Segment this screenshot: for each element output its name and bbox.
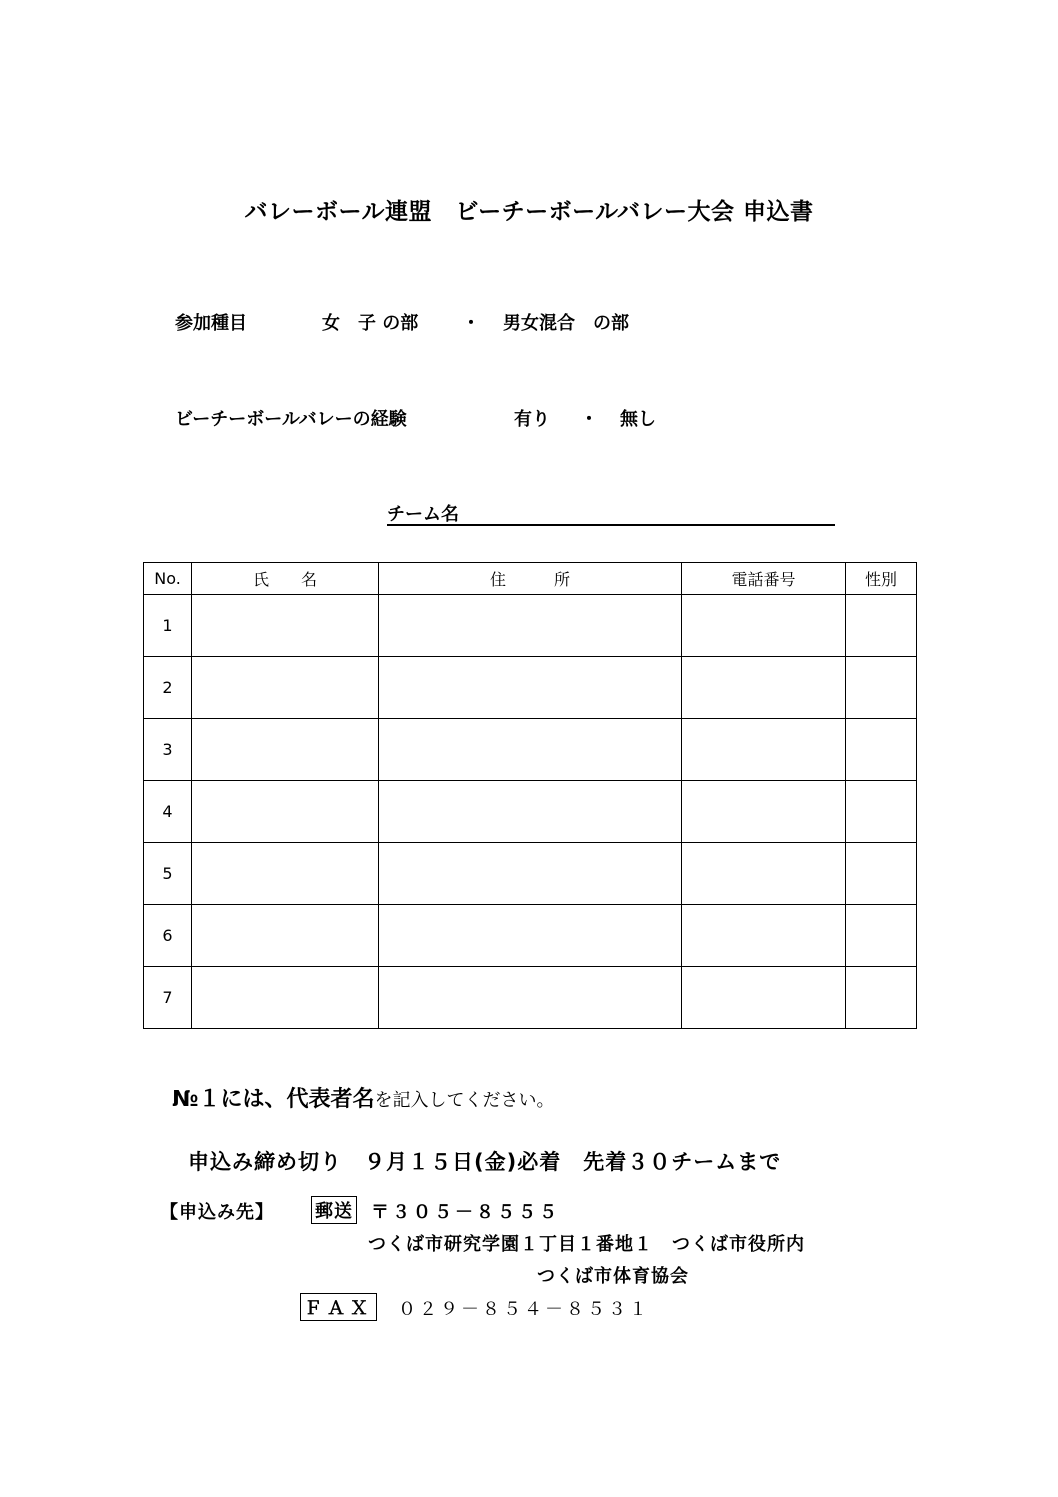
row-number: 1 (144, 595, 192, 657)
postal-code: 〒３０５－８５５５ (371, 1202, 560, 1223)
fax-label: ＦＡＸ (300, 1293, 377, 1321)
event-option-mixed: 男女混合 の部 (503, 313, 629, 334)
fax-number: ０２９－８５４－８５３１ (398, 1299, 650, 1320)
name-cell[interactable] (192, 657, 379, 719)
row-number: 4 (144, 781, 192, 843)
page-title: バレーボール連盟 ビーチーボールバレー大会 申込書 (244, 199, 814, 225)
table-row (144, 719, 917, 781)
note-regular: を記入してください。 (374, 1090, 555, 1111)
phone-cell[interactable] (682, 781, 846, 843)
address-cell[interactable] (379, 657, 682, 719)
address-cell[interactable] (379, 719, 682, 781)
deadline-text: 申込み締め切り ９月１５日(金)必着 先着３０チームまで (188, 1150, 782, 1174)
gender-cell[interactable] (846, 595, 917, 657)
table-row (144, 967, 917, 1029)
table-row (144, 843, 917, 905)
header-phone: 電話番号 (682, 563, 846, 595)
experience-label: ビーチーボールバレーの経験 (175, 409, 407, 430)
team-name-label: チーム名 (387, 504, 459, 525)
address-cell[interactable] (379, 843, 682, 905)
name-cell[interactable] (192, 781, 379, 843)
table-header-row (144, 563, 917, 595)
gender-cell[interactable] (846, 719, 917, 781)
table-row (144, 595, 917, 657)
header-gender: 性別 (846, 563, 917, 595)
address-cell[interactable] (379, 905, 682, 967)
row-number: 3 (144, 719, 192, 781)
address-cell[interactable] (379, 781, 682, 843)
phone-cell[interactable] (682, 843, 846, 905)
row-number: 6 (144, 905, 192, 967)
header-name: 氏 名 (192, 563, 379, 595)
contact-label: 【申込み先】 (160, 1202, 274, 1223)
phone-cell[interactable] (682, 719, 846, 781)
experience-option-no: 無し (620, 409, 656, 430)
name-cell[interactable] (192, 719, 379, 781)
row-number: 2 (144, 657, 192, 719)
phone-cell[interactable] (682, 967, 846, 1029)
name-cell[interactable] (192, 595, 379, 657)
gender-cell[interactable] (846, 843, 917, 905)
mail-address: つくば市研究学園１丁目１番地１ つくば市役所内 (368, 1234, 805, 1255)
organization-name: つくば市体育協会 (537, 1266, 689, 1287)
roster-table (143, 562, 917, 1029)
address-cell[interactable] (379, 595, 682, 657)
experience-separator: ・ (580, 409, 598, 430)
header-address: 住 所 (379, 563, 682, 595)
gender-cell[interactable] (846, 781, 917, 843)
gender-cell[interactable] (846, 905, 917, 967)
name-cell[interactable] (192, 967, 379, 1029)
name-cell[interactable] (192, 905, 379, 967)
event-label: 参加種目 (175, 313, 247, 334)
row-number: 7 (144, 967, 192, 1029)
phone-cell[interactable] (682, 657, 846, 719)
event-separator: ・ (462, 313, 480, 334)
gender-cell[interactable] (846, 657, 917, 719)
representative-note (172, 1082, 554, 1113)
address-cell[interactable] (379, 967, 682, 1029)
phone-cell[interactable] (682, 905, 846, 967)
header-no: No. (144, 563, 192, 595)
team-name-line[interactable] (387, 524, 835, 526)
name-cell[interactable] (192, 843, 379, 905)
gender-cell[interactable] (846, 967, 917, 1029)
experience-option-yes: 有り (514, 409, 550, 430)
note-bold: №１には、代表者名 (172, 1087, 375, 1112)
phone-cell[interactable] (682, 595, 846, 657)
table-row (144, 781, 917, 843)
table-row (144, 657, 917, 719)
row-number: 5 (144, 843, 192, 905)
mail-label: 郵送 (311, 1196, 357, 1224)
table-row (144, 905, 917, 967)
event-option-women: 女 子 の部 (322, 313, 419, 334)
